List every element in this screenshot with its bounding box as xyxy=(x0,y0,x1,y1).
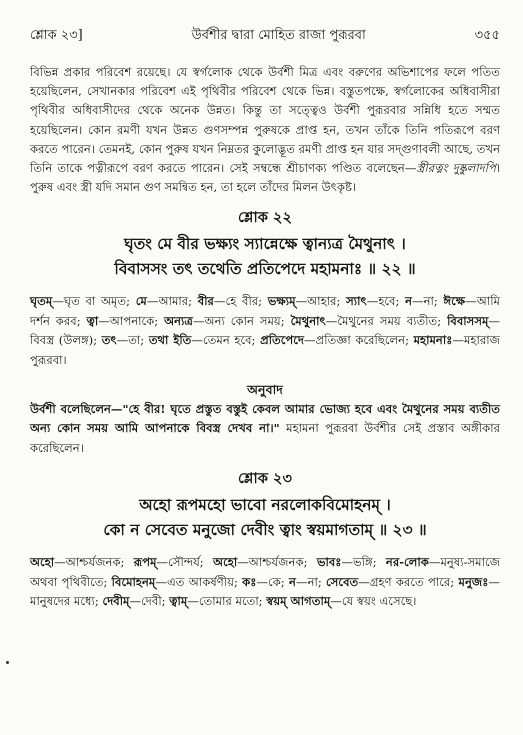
margin-dot xyxy=(6,661,9,664)
synonym-meaning: এত আকর্ষণীয়; xyxy=(166,574,243,589)
synonym-meaning: তা; xyxy=(128,333,149,348)
header-chapter-title: উর্বশীর দ্বারা মোহিত রাজা পুরূরবা xyxy=(191,28,366,43)
synonym-word: ঈক্ষে xyxy=(443,294,466,309)
synonym-word: স্যাৎ xyxy=(346,294,367,309)
synonym-meaning: মৈথুনের সময় ব্যতীত; xyxy=(337,313,448,328)
synonym-word: কঃ xyxy=(242,574,257,589)
synonym-word: মনুজঃ xyxy=(458,574,489,589)
synonym-word: অহো xyxy=(30,555,55,570)
synonym-meaning: আপনাকে; xyxy=(109,313,165,328)
synonym-word: সেবেত xyxy=(326,574,359,589)
verse-23-synonyms: অহো—আশ্চর্যজনক; রূপম্—সৌন্দর্য; অহো—আশ্চর্যজনক; ভাবঃ—ভঙ্গি; নর-লোক—মনুষ্য-সমাজে অথবা পৃথিবীতে; বিমোহনম্—এত আকর্ষণীয়; কঃ—কে; ন—না; সেবেত—গ্রহণ করতে পারে; মনুজঃ—মানুষদের মধ্যে; দেবীম্—দেবী; ত্বাম্—তোমার মতো; স্বয়ম্ আগতাম্—যে স্বয়ং এসেছে। xyxy=(30,555,501,609)
synonym-word: অন্যত্র xyxy=(164,313,193,328)
verse-22-synonyms: ঘৃতম্—ঘৃত বা অমৃত; মে—আমার; বীর—হে বীর; ভক্ষ্যম্—আহার; স্যাৎ—হবে; ন—না; ঈক্ষে—আমি দর্শন করব; ত্বা—আপনাকে; অন্যত্র—অন্য কোন সময়; মৈথুনাৎ—মৈথুনের সময় ব্যতীত; বিবাসসম্—বিবস্ত্র (উলঙ্গ); তৎ—তা; তথা ইতি—তেমন হবে; প্রতিপেদে—প্রতিজ্ঞা করেছিলেন; মহামনাঃ—মহারাজ পুরূরবা। xyxy=(30,294,501,367)
synonym-meaning: আশ্চর্যজনক; xyxy=(65,555,134,570)
verse-22-translation xyxy=(30,400,500,458)
synonym-word: রূপম্ xyxy=(133,555,157,570)
page-number: ৩৫৫ xyxy=(474,28,500,43)
header-verse-ref: শ্লোক ২৩] xyxy=(30,28,83,43)
verse-23-heading: শ্লোক ২৩ xyxy=(238,470,292,488)
synonym-meaning: হে বীর; xyxy=(225,294,268,309)
purport-text: বিভিন্ন প্রকার পরিবেশ রয়েছে। যে স্বর্গলোক থেকে উর্বশী মিত্র এবং বরুণের অভিশাপের ফলে পতিত হয়েছিলেন, সেখানকার পরিবেশ এই পৃথিবীর পরিবেশ থেকে ভিন্ন। বস্তুতপক্ষে, স্বর্গলোকের অধিবাসীরা পৃথিবীর অধিবাসীদের থেকে অনেক উন্নত। কিন্তু তা সত্ত্বেও উর্বশী পুরূরবার সন্নিধি হতে সম্মত হয়েছিলেন। কোন রমণী যখন উন্নত গুণসম্পন্ন পুরুষকে প্রাপ্ত হন, তখন তাঁকে তিনি পতিরূপে বরণ করতে পারেন। তেমনই, কোন পুরুষ যখন নিম্নতর কুলোদ্ভূত রমণী প্রাপ্ত হন যার সদ্‌গুণাবলী আছে, তখন তিনি তাকে পত্নীরূপে বরণ করতে পারেন। সেই সম্বন্ধে শ্রীচাণক্য পণ্ডিত বলেছেন— xyxy=(30,65,500,176)
synonym-meaning: আমি দর্শন করব; xyxy=(30,294,500,328)
purport-text-end: । পুরুষ এবং স্ত্রী যদি সমান গুণ সমন্বিত হন, তা হলে তাঁদের মিলন উৎকৃষ্ট। xyxy=(30,161,501,195)
verse-23-line-1: অহো রূপমহো ভাবো নরলোকবিমোহনম্ । xyxy=(139,496,391,515)
synonym-word: দেবীম্ xyxy=(102,594,130,609)
synonym-word: তৎ xyxy=(101,333,117,348)
synonym-meaning: না; xyxy=(423,294,444,309)
synonym-word: বিবাসসম্ xyxy=(447,313,489,328)
running-header xyxy=(30,26,500,47)
synonym-meaning: না; xyxy=(307,574,327,589)
synonym-word: তথা ইতি xyxy=(148,333,192,348)
synonym-meaning: তোমার মতো; xyxy=(198,594,267,609)
synonym-word: ভক্ষ্যম্ xyxy=(267,294,296,309)
synonym-word: ন xyxy=(289,574,296,589)
synonym-meaning: দেবী; xyxy=(141,594,170,609)
synonym-meaning: সৌন্দর্য; xyxy=(168,555,214,570)
synonym-meaning: আমার; xyxy=(158,294,198,309)
synonym-meaning: আহার; xyxy=(307,294,347,309)
synonym-word: মৈথুনাৎ xyxy=(290,313,326,328)
synonym-meaning: ভঙ্গি; xyxy=(353,555,386,570)
synonym-word: বীর xyxy=(197,294,214,309)
synonym-meaning: ঘৃত বা অমৃত; xyxy=(63,294,136,309)
synonym-meaning: অন্য কোন সময়; xyxy=(204,313,291,328)
purport-quote: স্ত্রীরত্নং দুষ্কুলাদপি xyxy=(416,161,496,176)
synonym-word: ত্বাম্ xyxy=(169,594,188,609)
synonym-word: নর-লোক xyxy=(385,555,429,570)
purport-paragraph xyxy=(30,63,500,197)
synonym-meaning: তেমন হবে; xyxy=(202,333,261,348)
synonym-word: মে xyxy=(135,294,147,309)
synonym-word: ন xyxy=(405,294,413,309)
synonym-meaning: গ্রহণ করতে পারে; xyxy=(369,574,459,589)
translation-bold-text: উর্বশী বলেছিলেন—"হে বীর! ঘৃতে প্রস্তুত বস্তুই কেবল আমার ভোজ্য হবে এবং মৈথুনের সময় ব্যতীত অন্য কোন সময় আমি আপনাকে বিবস্ত্র দেখব না।" xyxy=(30,402,500,436)
verse-22-line-1: ঘৃতং মে বীর ভক্ষ্যং স্যান্নেক্ষে ত্বান্যত্র মৈথুনাৎ । xyxy=(124,235,406,254)
synonym-word: মহামনাঃ xyxy=(413,333,453,348)
synonym-word: স্বয়ম্ আগতাম্ xyxy=(266,594,331,609)
translation-heading: অনুবাদ xyxy=(247,382,283,398)
synonym-word: অহো xyxy=(213,555,238,570)
synonym-word: বিমোহনম্ xyxy=(111,574,156,589)
translation-plain-text: মহামনা পুরূরবা উর্বশীর সেই প্রস্তাব অঙ্গীকার করেছিলেন। xyxy=(30,421,500,455)
synonym-meaning: কে; xyxy=(268,574,290,589)
synonym-word: ত্বা xyxy=(86,313,99,328)
synonym-meaning: মানুষদের মধ্যে; xyxy=(30,594,103,609)
synonym-word: ঘৃতম্ xyxy=(30,294,53,309)
synonym-word: ভাবঃ xyxy=(316,555,342,570)
synonym-meaning: আশ্চর্যজনক; xyxy=(248,555,317,570)
verse-23-line-2: কো ন সেবেত মনুজো দেবীং ত্বাং স্বয়মাগতাম্ ॥ ২৩ ॥ xyxy=(103,521,427,540)
synonym-meaning: প্রতিজ্ঞা করেছিলেন; xyxy=(315,333,414,348)
verse-22-line-2: বিবাসসং তৎ তথেতি প্রতিপেদে মহামনাঃ ॥ ২২ ॥ xyxy=(114,260,416,279)
synonym-meaning: যে স্বয়ং এসেছে। xyxy=(341,594,417,609)
verse-22-heading: শ্লোক ২২ xyxy=(238,209,292,227)
synonym-meaning: বিবস্ত্র (উলঙ্গ); xyxy=(30,333,102,348)
synonym-meaning: হবে; xyxy=(378,294,406,309)
synonym-word: প্রতিপেদে xyxy=(260,333,305,348)
synonym-meaning: মহারাজ পুরূরবা। xyxy=(30,333,500,367)
synonym-meaning: মনুষ্য-সমাজে অথবা পৃথিবীতে; xyxy=(30,555,500,589)
book-page xyxy=(30,26,500,611)
